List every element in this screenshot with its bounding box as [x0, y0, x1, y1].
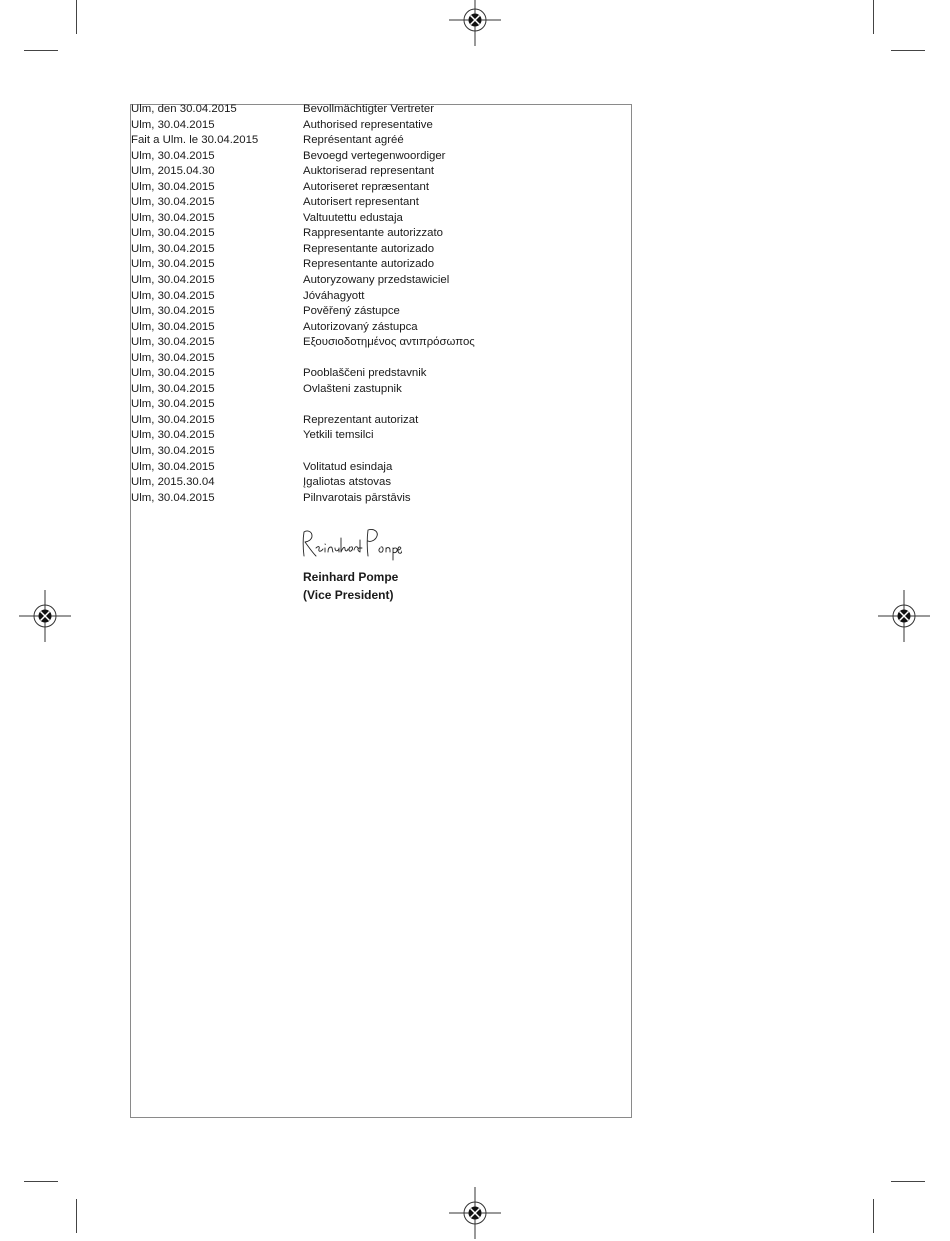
place-date: Ulm, 30.04.2015 — [131, 305, 215, 318]
place-date: Ulm, 30.04.2015 — [131, 491, 215, 504]
registration-mark-icon — [876, 588, 932, 644]
declaration-row — [131, 491, 631, 507]
place-date: Ulm, 30.04.2015 — [131, 242, 215, 255]
place-date: Ulm, 30.04.2015 — [131, 149, 215, 162]
signer-name: Reinhard Pompe — [303, 570, 399, 584]
place-date: Ulm, 30.04.2015 — [131, 118, 215, 131]
representative-title: Jóváhagyott — [303, 289, 365, 302]
place-date: Ulm, 30.04.2015 — [131, 336, 215, 349]
place-date: Ulm, 30.04.2015 — [131, 398, 215, 411]
crop-mark-bottom-right-vertical — [873, 1199, 874, 1233]
declaration-row — [131, 460, 631, 476]
signer-position: (Vice President) — [303, 588, 394, 602]
place-date: Ulm, 30.04.2015 — [131, 320, 215, 333]
crop-mark-top-right-vertical — [873, 0, 874, 34]
representative-title: Autoryzowany przedstawiciel — [303, 274, 450, 287]
declaration-row — [131, 351, 631, 367]
signer-block — [303, 568, 398, 604]
declaration-row — [131, 382, 631, 398]
declaration-row — [131, 164, 631, 180]
declaration-row — [131, 335, 631, 351]
declaration-row — [131, 428, 631, 444]
declaration-row — [131, 320, 631, 336]
declaration-row — [131, 304, 631, 320]
place-date: Ulm, 30.04.2015 — [131, 445, 215, 458]
place-date: Ulm, 30.04.2015 — [131, 351, 215, 364]
representative-title: Reprezentant autorizat — [303, 413, 419, 426]
declaration-row — [131, 475, 631, 491]
crop-mark-top-right-horizontal — [891, 50, 925, 51]
place-date: Ulm, 2015.30.04 — [131, 476, 215, 489]
representative-title: Pooblaščeni predstavnik — [303, 367, 427, 380]
representative-title: Authorised representative — [303, 118, 433, 131]
representative-title: Ovlašteni zastupnik — [303, 382, 402, 395]
declaration-row — [131, 444, 631, 460]
declaration-row — [131, 226, 631, 242]
signature-icon — [298, 524, 402, 564]
declaration-row — [131, 273, 631, 289]
declaration-row — [131, 257, 631, 273]
declaration-row — [131, 102, 631, 118]
place-date: Ulm, 30.04.2015 — [131, 274, 215, 287]
place-date: Ulm, 30.04.2015 — [131, 289, 215, 302]
place-date: Ulm, 30.04.2015 — [131, 413, 215, 426]
declaration-list — [131, 102, 631, 506]
representative-title: Auktoriserad representant — [303, 165, 435, 178]
declaration-row — [131, 149, 631, 165]
representative-title: Rappresentante autorizzato — [303, 227, 443, 240]
representative-title: Representante autorizado — [303, 242, 435, 255]
declaration-row — [131, 289, 631, 305]
place-date: Ulm, 30.04.2015 — [131, 367, 215, 380]
representative-title: Bevollmächtigter Vertreter — [303, 103, 435, 115]
place-date: Ulm, 2015.04.30 — [131, 165, 215, 178]
declaration-row — [131, 397, 631, 413]
crop-mark-top-left-horizontal — [24, 50, 58, 51]
crop-mark-top-left-vertical — [76, 0, 77, 34]
representative-title: Pověřený zástupce — [303, 305, 400, 318]
registration-mark-icon — [447, 0, 503, 48]
crop-mark-bottom-right-horizontal — [891, 1181, 925, 1182]
representative-title: Bevoegd vertegenwoordiger — [303, 149, 446, 162]
place-date: Ulm, 30.04.2015 — [131, 211, 215, 224]
place-date: Ulm, 30.04.2015 — [131, 429, 215, 442]
declaration-row — [131, 118, 631, 134]
place-date: Ulm, 30.04.2015 — [131, 227, 215, 240]
place-date: Ulm, 30.04.2015 — [131, 180, 215, 193]
declaration-row — [131, 366, 631, 382]
place-date: Ulm, 30.04.2015 — [131, 196, 215, 209]
registration-mark-icon — [17, 588, 73, 644]
representative-title: Représentant agréé — [303, 134, 404, 147]
representative-title: Autorizovaný zástupca — [303, 320, 418, 333]
representative-title: Įgaliotas atstovas — [303, 476, 392, 489]
declaration-row — [131, 413, 631, 429]
declaration-row — [131, 180, 631, 196]
declaration-row — [131, 242, 631, 258]
place-date: Ulm, 30.04.2015 — [131, 460, 215, 473]
place-date: Ulm, 30.04.2015 — [131, 258, 215, 271]
representative-title: Autorisert representant — [303, 196, 419, 209]
representative-title: Representante autorizado — [303, 258, 435, 271]
representative-title: Valtuutettu edustaja — [303, 211, 403, 224]
representative-title: Volitatud esindaja — [303, 460, 393, 473]
representative-title: Pilnvarotais pārstāvis — [303, 491, 411, 504]
declaration-row — [131, 195, 631, 211]
crop-mark-bottom-left-horizontal — [24, 1181, 58, 1182]
place-date: Ulm, den 30.04.2015 — [131, 103, 237, 115]
place-date: Fait a Ulm. le 30.04.2015 — [131, 134, 259, 147]
representative-title: Autoriseret repræsentant — [303, 180, 429, 193]
declaration-row — [131, 211, 631, 227]
representative-title: Yetkili temsilci — [303, 429, 374, 442]
declaration-row — [131, 133, 631, 149]
crop-mark-bottom-left-vertical — [76, 1199, 77, 1233]
representative-title: Εξουσιοδοτημένος αντιπρόσωπος — [303, 336, 475, 349]
place-date: Ulm, 30.04.2015 — [131, 382, 215, 395]
